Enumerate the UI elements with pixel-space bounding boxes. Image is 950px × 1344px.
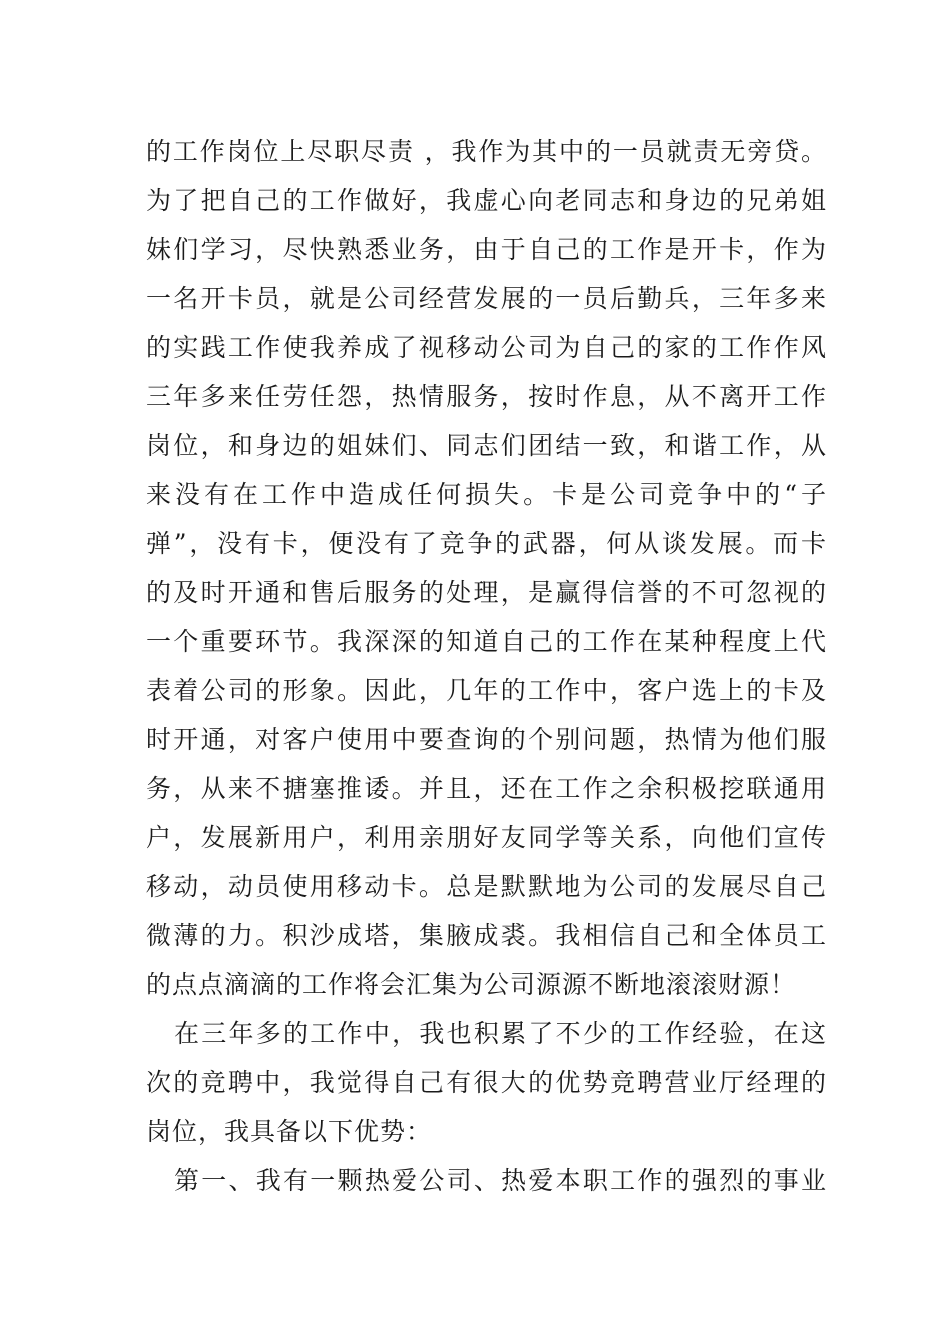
text-line: 一名开卡员，就是公司经营发展的一员后勤兵，三年多来 [146, 284, 826, 313]
text-line: 次的竞聘中，我觉得自己有很大的优势竞聘营业厅经理的 [146, 1068, 826, 1097]
text-line: 来没有在工作中造成任何损失。卡是公司竞争中的“子 [146, 480, 826, 509]
text-line: 的实践工作使我养成了视移动公司为自己的家的工作作风 [146, 333, 826, 362]
text-line: 的点点滴滴的工作将会汇集为公司源源不断地滚滚财源！ [146, 970, 797, 999]
text-line: 弹”，没有卡，便没有了竞争的武器，何从谈发展。而卡 [146, 529, 826, 558]
text-line: 第一、我有一颗热爱公司、热爱本职工作的强烈的事业 [174, 1166, 826, 1195]
text-line: 三年多来任劳任怨，热情服务，按时作息，从不离开工作 [146, 382, 826, 411]
text-line: 妹们学习，尽快熟悉业务，由于自己的工作是开卡，作为 [146, 235, 826, 264]
text-line: 微薄的力。积沙成塔，集腋成裘。我相信自己和全体员工 [146, 921, 826, 950]
text-line: 一个重要环节。我深深的知道自己的工作在某种程度上代 [146, 627, 826, 656]
text-line: 的及时开通和售后服务的处理，是赢得信誉的不可忽视的 [146, 578, 826, 607]
text-line: 时开通，对客户使用中要查询的个别问题，热情为他们服 [146, 725, 826, 754]
text-line: 移动，动员使用移动卡。总是默默地为公司的发展尽自己 [146, 872, 826, 901]
text-line: 的工作岗位上尽职尽责 ，我作为其中的一员就责无旁贷。 [146, 137, 826, 166]
text-line: 为了把自己的工作做好，我虚心向老同志和身边的兄弟姐 [146, 186, 826, 215]
body-text [146, 127, 826, 1205]
text-line: 岗位，我具备以下优势： [146, 1117, 433, 1146]
text-line: 在三年多的工作中，我也积累了不少的工作经验，在这 [174, 1019, 826, 1048]
text-line: 户，发展新用户，利用亲朋好友同学等关系，向他们宣传 [146, 823, 826, 852]
text-line: 岗位，和身边的姐妹们、同志们团结一致，和谐工作，从 [146, 431, 826, 460]
text-line: 表着公司的形象。因此，几年的工作中，客户选上的卡及 [146, 676, 826, 705]
text-line: 务，从来不搪塞推诿。并且，还在工作之余积极挖联通用 [146, 774, 826, 803]
